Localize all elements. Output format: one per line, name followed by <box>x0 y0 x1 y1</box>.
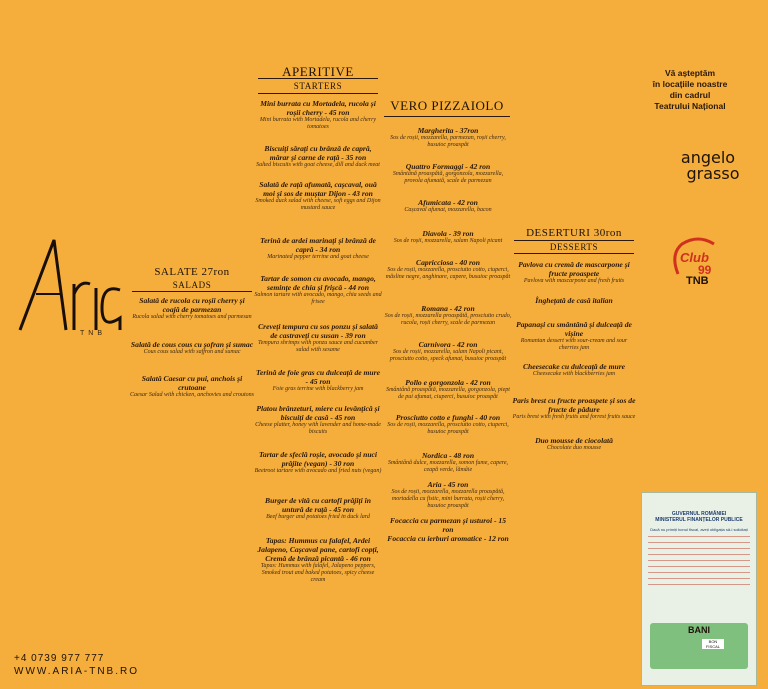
list-item: Focaccia cu ierburi aromatice - 12 ron <box>387 534 509 543</box>
pizza-title: VERO PIZZAIOLO <box>390 98 504 113</box>
list-item: Terină de ardei marinați și brânză de capră - 34 ron Marinated pepper terrine and goat cheese <box>260 236 376 260</box>
list-item: Tartar de sfeclă roșie, avocado și nuci prăjite (vegan) - 30 ron Beetroot tartare with avocado and fried nuts (vegan) <box>254 450 382 474</box>
welcome-text: Vă așteptăm în locațiile noastre din cadrul Teatrului Național <box>652 68 728 111</box>
notice-text-block <box>648 536 750 590</box>
list-item: Pavlova cu cremă de mascarpone și fructe proaspete Pavlova with mascarpone and fresh fruits <box>518 260 630 284</box>
list-item: Prosciutto cotto e funghi - 40 ron Sos de roșii, mozzarella, prosciutto cotto, ciuperci, busuioc proaspăt <box>387 413 509 436</box>
aperitive-title: APERITIVE <box>282 64 354 79</box>
club99-mark <box>668 236 728 286</box>
list-item: Burger de vită cu cartofi prăjiți în untură de rață - 45 ron Beef burger and potatoes fried in duck lard <box>265 496 371 520</box>
list-item: Salată de rucola cu roșii cherry și coajă de parmezan Rucola salad with cherry tomatoes and parmesan <box>132 296 252 320</box>
salate-title: SALATE 27ron <box>132 266 252 278</box>
list-item: Papanași cu smântână și dulceață de vișine Romanian dessert with sour-cream and sour cherries jam <box>516 320 632 352</box>
club99-logo <box>668 236 728 286</box>
receipt-label: BON FISCAL <box>702 639 724 649</box>
website-link[interactable]: WWW.ARIA-TNB.RO <box>14 666 139 677</box>
list-item: Creveți tempura cu sos ponzu și salată de castraveți cu susan - 39 ron Tempura shrimps with ponzu sauce and cucumber salad with sesame <box>257 322 379 354</box>
list-item: Salată Caesar cu pui, anchois și crutoane Caesar Salad with chicken, anchovies and croutons <box>130 374 254 398</box>
notice-header: GUVERNUL ROMÂNIEI MINISTERUL FINANȚELOR PUBLICE <box>655 511 743 523</box>
aperitive-rule-bottom <box>258 93 378 94</box>
list-item: Tapas: Hummus cu falafel, Ardei Jalapeno, Cașcaval pane, cartofi copți, Cremă de brânză picantă - 46 ron Tapas: Hummus with falafel, Jalapeno peppers, Smoked trout and baked potatoes, spicy cheese cream <box>257 536 379 584</box>
phone-number: +4 0739 977 777 <box>14 653 105 664</box>
salate-rule-bottom <box>132 291 252 292</box>
list-item: Mini burrata cu Mortadela, rucola și roșii cherry - 45 ron Mini burrata with Mortadela, rucola and cherry tomatoes <box>259 99 377 131</box>
list-item: Platou brânzeturi, miere cu levănțică și biscuiți de casă - 45 ron Cheese platter, honey with lavender and home-made biscuits <box>255 404 381 436</box>
list-item: Pollo e gorgonzola - 42 ron Smântână proaspătă, mozzarella, gorgonzola, piept de pui afumat, ciuperci, busuioc proaspăt <box>386 378 510 401</box>
list-item: Quattro Formaggi - 42 ron Smântână proaspătă, gorgonzola, mozzarella, provola afumată, scale de parmezan <box>392 162 504 185</box>
logo-sub: TNB <box>80 330 106 337</box>
list-item: Salată de cous cous cu șofran și sumac Cous cous salad with saffron and sumac <box>130 340 254 355</box>
deserturi-rule-top <box>514 240 634 241</box>
pizza-rule <box>384 116 510 117</box>
deserturi-title: DESERTURI 30ron <box>526 227 622 239</box>
list-item: Nordica - 48 ron Smântână dulce, mozzarella, somon fume, capere, ceapă verde, lămâie <box>387 451 509 474</box>
aria-logo <box>14 234 124 344</box>
list-item: Carnivora - 42 ron Sos de roșii, mozzarella, salam Napoli picant, prosciutto cotto, speck afumat, busuioc proaspăt <box>389 340 507 363</box>
aperitive-subtitle: STARTERS <box>293 81 343 91</box>
list-item: Duo mousse de ciocolată Chocolate duo mousse <box>535 436 613 451</box>
svg-text:Club: Club <box>680 250 709 265</box>
list-item: Paris brest cu fructe proaspete și sos de fructe de pădure Paris brest with fresh fruits and forrest fruits sauce <box>512 396 636 420</box>
list-item: Capricciosa - 40 ron Sos de roșii, mozzarella, prosciutto cotto, ciuperci, măsline negre, anghinare, capere, busuioc proaspăt <box>385 258 511 281</box>
list-item: Biscuiți sărați cu brânză de capră, mărar și carne de rață - 35 ron Salted biscuits with goat cheese, dill and duck meat <box>256 144 380 168</box>
list-item: Tartar de somon cu avocado, mango, semințe de chia și frișcă - 44 ron Salmon tartare with avocado, mango, chia seeds and frisee <box>254 274 382 306</box>
list-item: Romana - 42 ron Sos de roșii, mozzarella proaspătă, prosciutto crudo, rucola, roșii cherry, scale de parmezan <box>384 304 512 327</box>
list-item: Afumicata - 42 ron Cașcaval afumat, mozzarella, bacon <box>404 198 492 213</box>
svg-text:TNB: TNB <box>686 275 709 286</box>
angelo-grasso-logo: angelo grasso <box>680 148 740 183</box>
notice-line: Dacă nu primiți bonul fiscal, aveți obligația să-l solicitați <box>650 527 748 532</box>
svg-text:99: 99 <box>698 263 712 277</box>
salate-subtitle: SALADS <box>172 280 212 290</box>
list-item: Terină de foie gras cu dulceață de mure - 45 ron Foie gras terrine with blackberry jam <box>256 368 380 392</box>
aria-logo-mark <box>14 234 124 344</box>
money-label: BANI <box>688 625 710 635</box>
list-item: Aria - 45 ron Sos de roșii, mozzarella, mozzarella proaspătă, mortadella cu fistic, mini burrata, roșii cherry, busuioc proaspăt <box>391 480 505 510</box>
register-illustration <box>650 623 748 669</box>
deserturi-rule-bottom <box>514 253 634 254</box>
list-item: Focaccia cu parmezan și usturoi - 15 ron <box>389 516 507 534</box>
fiscal-notice <box>641 492 757 686</box>
list-item: Margherita - 37ron Sos de roșii, mozzarella, parmezan, roșii cherry, busuioc proaspăt <box>390 126 506 149</box>
list-item: Diavola - 39 ron Sos de roșii, mozzarella, salam Napoli picant <box>393 229 503 244</box>
list-item: Salată de rață afumată, cașcaval, ouă moi și sos de muștar Dijon - 43 ron Smoked duck salad with cheese, soft eggs and Dijon mustard sauce <box>255 180 381 212</box>
list-item: Cheesecake cu dulceață de mure Cheesecake with blackberries jam <box>522 362 626 377</box>
deserturi-subtitle: DESSERTS <box>549 242 599 252</box>
list-item: Înghețată de casă italian <box>535 296 613 305</box>
